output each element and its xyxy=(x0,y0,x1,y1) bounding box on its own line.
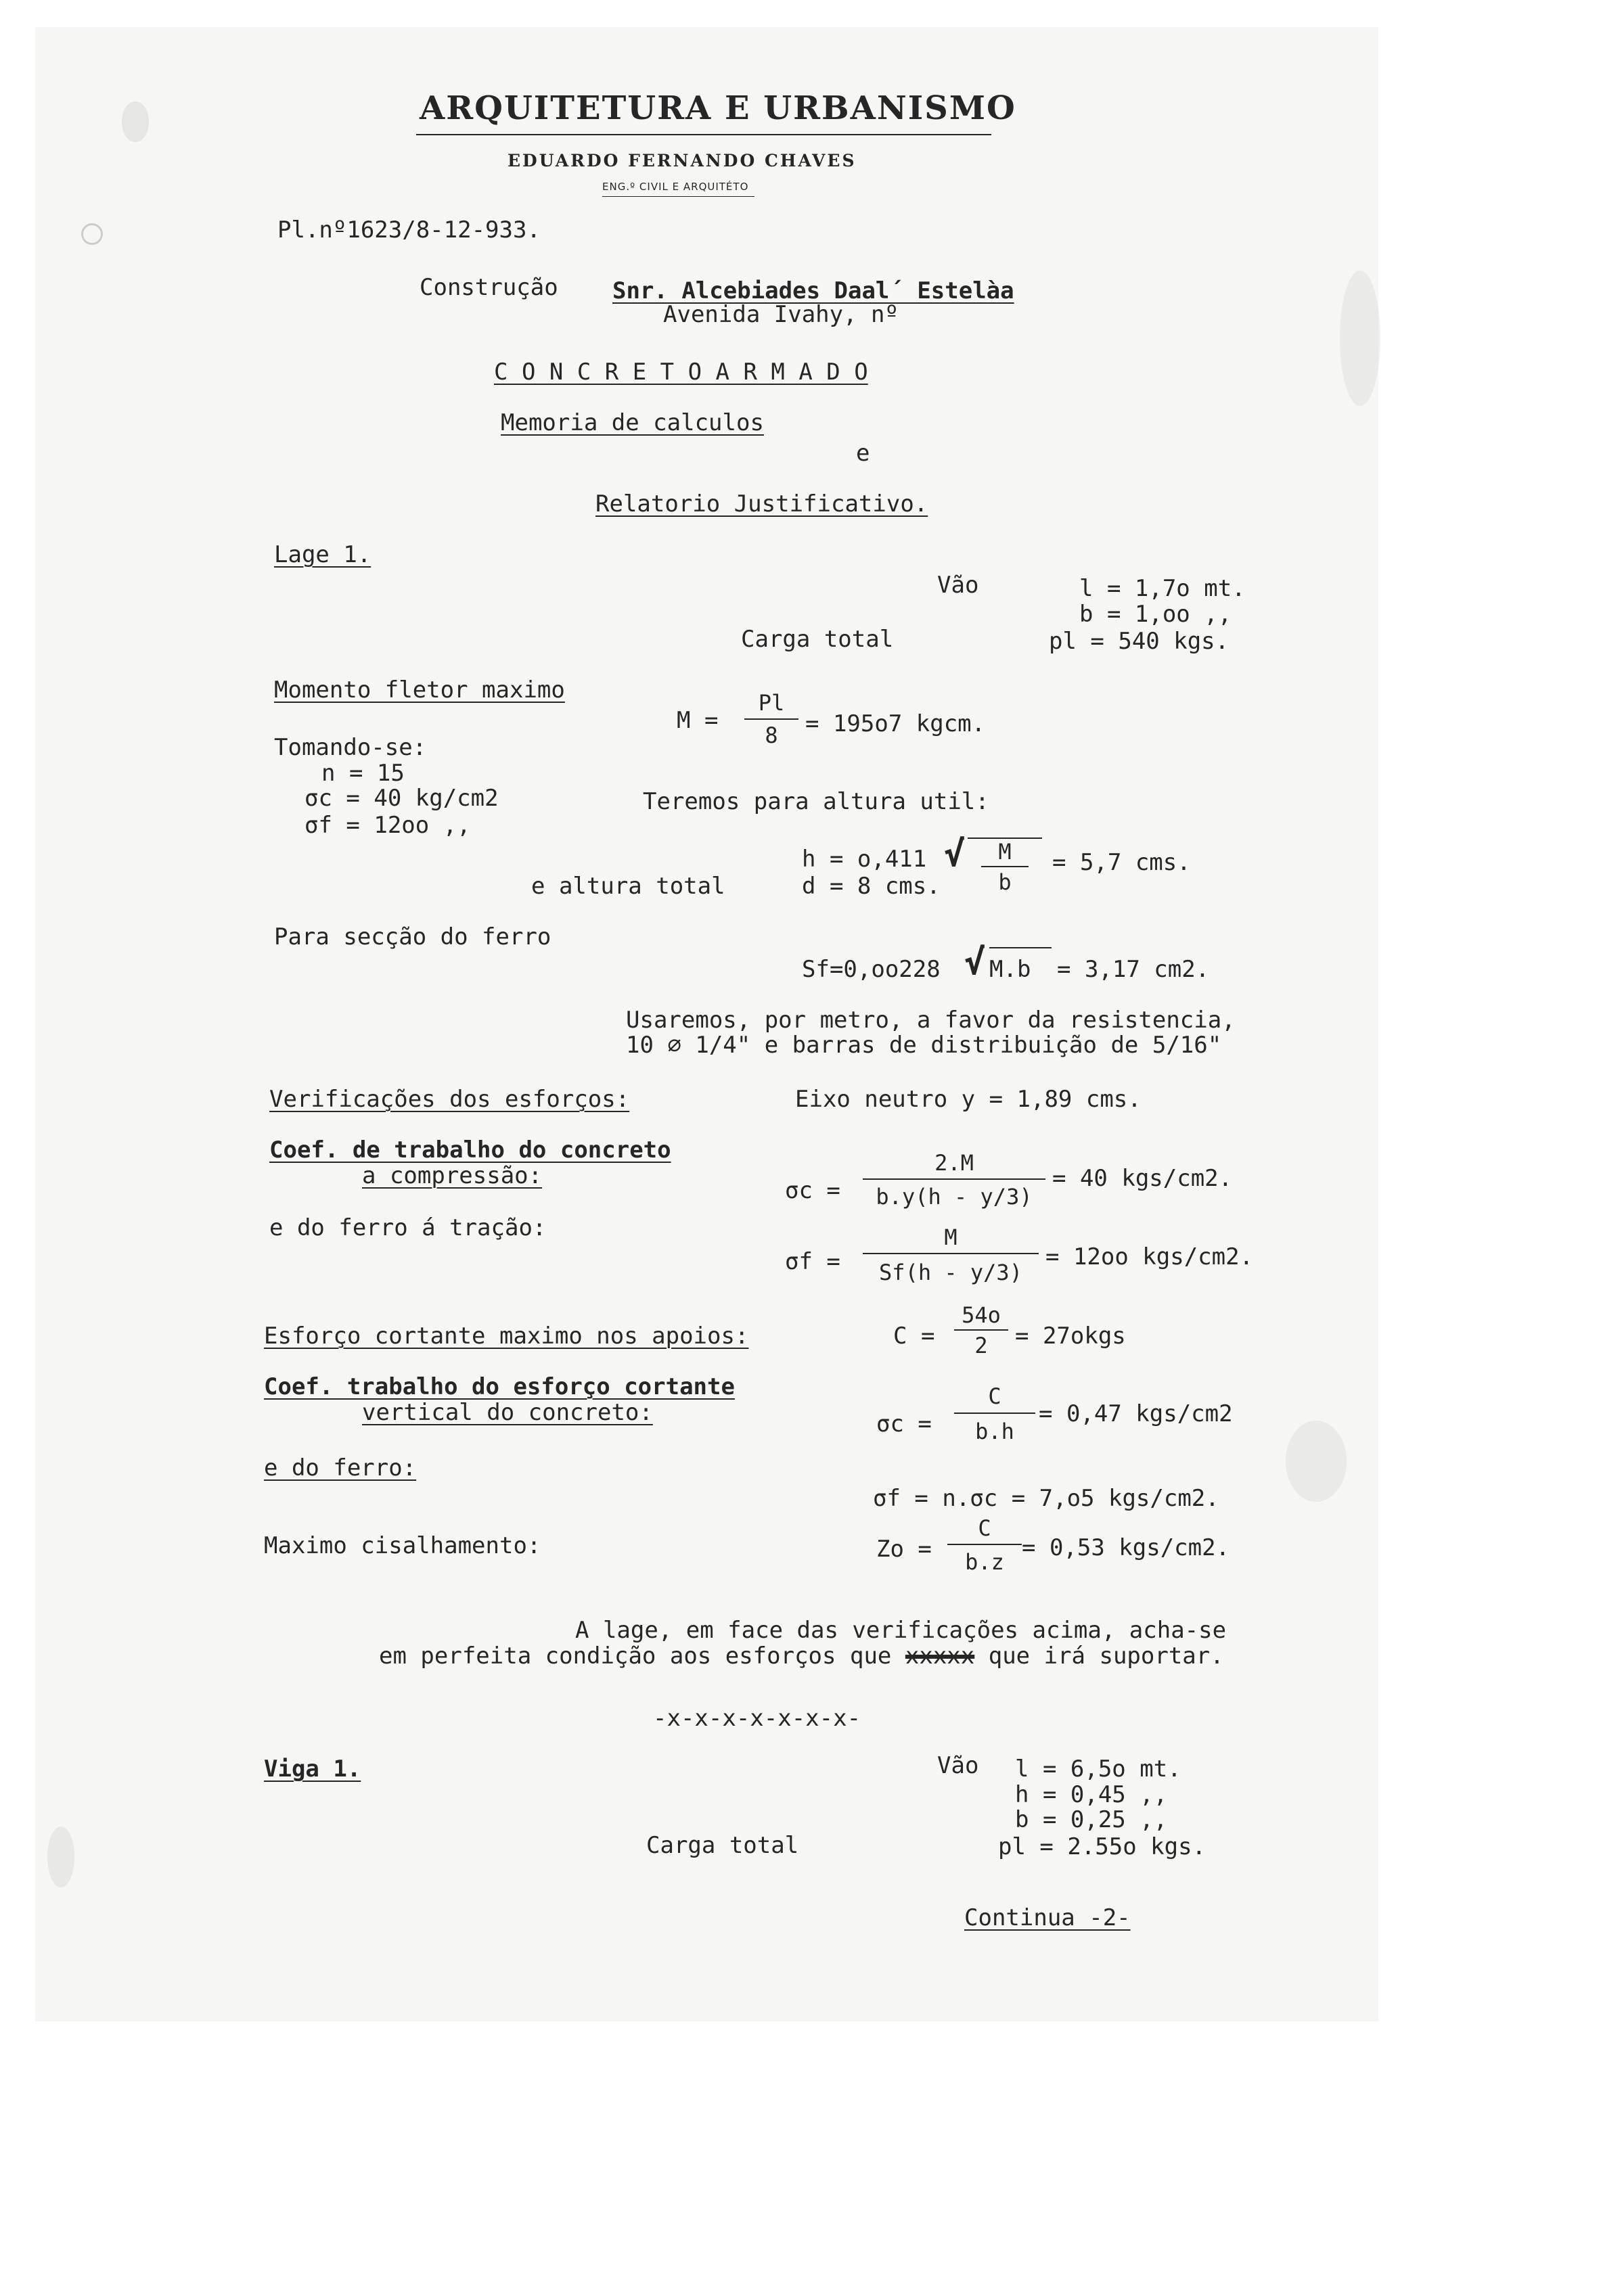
construction-label: Construção xyxy=(420,274,558,301)
conclusion-text-a: em perfeita condição aos esforços que xyxy=(379,1643,892,1670)
cortante-bar xyxy=(954,1329,1008,1331)
cortante-den: 2 xyxy=(974,1333,988,1358)
tc-bar xyxy=(954,1413,1035,1414)
sf-formula-rhs: = 3,17 cm2. xyxy=(1057,956,1210,983)
lage-carga-value: pl = 540 kgs. xyxy=(1049,628,1230,655)
lage-vao-b: b = 1,oo ,, xyxy=(1079,601,1232,628)
altura-total-label: e altura total xyxy=(531,873,725,900)
cortante-rhs: = 27okgs xyxy=(1015,1323,1126,1350)
memo-and: e xyxy=(856,440,870,467)
h-formula-lhs: h = o,411 xyxy=(802,846,927,873)
sigma-c-value: σc = 40 kg/cm2 xyxy=(304,785,499,812)
h-num: M xyxy=(998,839,1012,865)
tc-lhs: σc = xyxy=(876,1410,932,1438)
lage-vao-l: l = 1,7o mt. xyxy=(1079,575,1246,602)
ferro-tracao-label: e do ferro á tração: xyxy=(269,1214,547,1241)
construction-address: Avenida Ivahy, nº xyxy=(663,301,899,328)
memo-title: Memoria de calculos xyxy=(501,409,764,436)
sigma-f-value: σf = 12oo ,, xyxy=(304,812,471,839)
viga-vao-label: Vão xyxy=(937,1752,979,1779)
momento-label: Momento fletor maximo xyxy=(274,676,565,704)
letterhead-title: ENG.º CIVIL E ARQUITÉTO xyxy=(602,181,749,193)
viga-carga-label: Carga total xyxy=(646,1832,799,1859)
tomando-label: Tomando-se: xyxy=(274,734,427,761)
momento-num: Pl xyxy=(758,690,785,716)
letterhead-name: EDUARDO FERNANDO CHAVES xyxy=(508,151,857,170)
report-title: Relatorio Justificativo. xyxy=(595,490,928,518)
tf-value: σf = n.σc = 7,o5 kgs/cm2. xyxy=(873,1485,1219,1512)
sigma-c-rhs: = 40 kgs/cm2. xyxy=(1052,1165,1233,1192)
tc-den: b.h xyxy=(975,1419,1014,1444)
construction-owner: Snr. Alcebiades Daal´ Estelàa xyxy=(612,277,1014,304)
lage-heading: Lage 1. xyxy=(274,541,371,568)
sigma-c-bar xyxy=(863,1178,1045,1180)
momento-den: 8 xyxy=(765,722,778,748)
sigma-c-den: b.y(h - y/3) xyxy=(876,1184,1033,1210)
usaremos-line-2: 10 ∅ 1/4" e barras de distribuição de 5/16" xyxy=(626,1032,1222,1059)
cis-num: C xyxy=(978,1515,991,1541)
lage-carga-label: Carga total xyxy=(741,626,894,653)
cortante-num: 54o xyxy=(962,1302,1001,1328)
h-formula-rhs: = 5,7 cms. xyxy=(1052,849,1191,876)
tc-num: C xyxy=(988,1383,1001,1409)
scan-speck xyxy=(122,101,149,142)
section-separator: -x-x-x-x-x-x-x- xyxy=(653,1705,861,1732)
teremos-label: Teremos para altura util: xyxy=(643,788,989,815)
coef-concreto-line-1: Coef. de trabalho do concreto xyxy=(269,1136,671,1164)
main-title: C O N C R E T O A R M A D O xyxy=(494,359,868,386)
cis-lhs: Zo = xyxy=(876,1536,932,1563)
viga-b-value: b = 0,25 ,, xyxy=(1015,1806,1168,1833)
sqrt-icon: √ xyxy=(944,834,966,875)
sigma-f-bar xyxy=(863,1253,1039,1254)
continua-footer: Continua -2- xyxy=(964,1904,1131,1931)
cortante-label: Esforço cortante maximo nos apoios: xyxy=(264,1323,749,1350)
sqrt-icon: √ xyxy=(964,942,986,983)
h-den: b xyxy=(998,869,1012,895)
viga-heading: Viga 1. xyxy=(264,1755,361,1783)
viga-carga-value: pl = 2.55o kgs. xyxy=(998,1833,1206,1860)
sf-formula-lhs: Sf=0,oo228 xyxy=(802,956,941,983)
sigma-f-rhs: = 12oo kgs/cm2. xyxy=(1045,1243,1254,1270)
eixo-neutro: Eixo neutro y = 1,89 cms. xyxy=(795,1086,1142,1113)
momento-bar xyxy=(744,718,798,720)
letterhead-rule xyxy=(416,134,991,135)
momento-lhs: M = xyxy=(677,707,719,734)
sf-radical-bar xyxy=(989,947,1052,948)
plan-reference: Pl.nº1623/8-12-933. xyxy=(277,216,541,244)
scan-speck xyxy=(1340,271,1380,406)
sf-formula-rad: M.b xyxy=(989,956,1031,983)
coef-cortante-line-1: Coef. trabalho do esforço cortante xyxy=(264,1373,735,1400)
n-value: n = 15 xyxy=(321,760,405,787)
coef-cortante-line-2: vertical do concreto: xyxy=(362,1399,653,1426)
letterhead-rule-2 xyxy=(602,196,754,197)
sigma-f-lhs: σf = xyxy=(785,1248,840,1275)
cortante-lhs: C = xyxy=(893,1323,935,1350)
sigma-f-num: M xyxy=(944,1224,957,1250)
conclusion-struck: xxxxx xyxy=(905,1643,975,1670)
sigma-c-lhs: σc = xyxy=(785,1177,840,1204)
cis-bar xyxy=(947,1544,1022,1545)
scan-speck xyxy=(1286,1421,1347,1502)
lage-vao-label: Vão xyxy=(937,572,979,599)
conclusion-text-b: que irá suportar. xyxy=(988,1643,1224,1670)
cis-rhs: = 0,53 kgs/cm2. xyxy=(1022,1534,1230,1561)
sigma-f-den: Sf(h - y/3) xyxy=(879,1260,1022,1285)
conclusion-line-1: A lage, em face das verificações acima, acha-se xyxy=(575,1617,1227,1644)
seccao-label: Para secção do ferro xyxy=(274,923,551,950)
sigma-c-num: 2.M xyxy=(934,1150,974,1176)
scan-speck xyxy=(81,223,103,245)
h-frac-bar xyxy=(981,866,1029,867)
conclusion-line-2 xyxy=(379,1643,1224,1670)
ferro-label: e do ferro: xyxy=(264,1454,417,1482)
cis-den: b.z xyxy=(965,1549,1004,1575)
viga-h-value: h = 0,45 ,, xyxy=(1015,1781,1168,1808)
scan-speck xyxy=(47,1827,74,1887)
letterhead-firm: ARQUITETURA E URBANISMO xyxy=(420,89,1016,127)
coef-concreto-line-2: a compressão: xyxy=(362,1162,543,1189)
usaremos-line-1: Usaremos, por metro, a favor da resistencia, xyxy=(626,1007,1236,1034)
d-value: d = 8 cms. xyxy=(802,873,941,900)
verificacoes-label: Verificações dos esforços: xyxy=(269,1086,630,1113)
cisalhamento-label: Maximo cisalhamento: xyxy=(264,1532,541,1559)
tc-rhs: = 0,47 kgs/cm2 xyxy=(1039,1400,1233,1427)
viga-l-value: l = 6,5o mt. xyxy=(1015,1755,1181,1783)
momento-rhs: = 195o7 kgcm. xyxy=(805,710,986,737)
